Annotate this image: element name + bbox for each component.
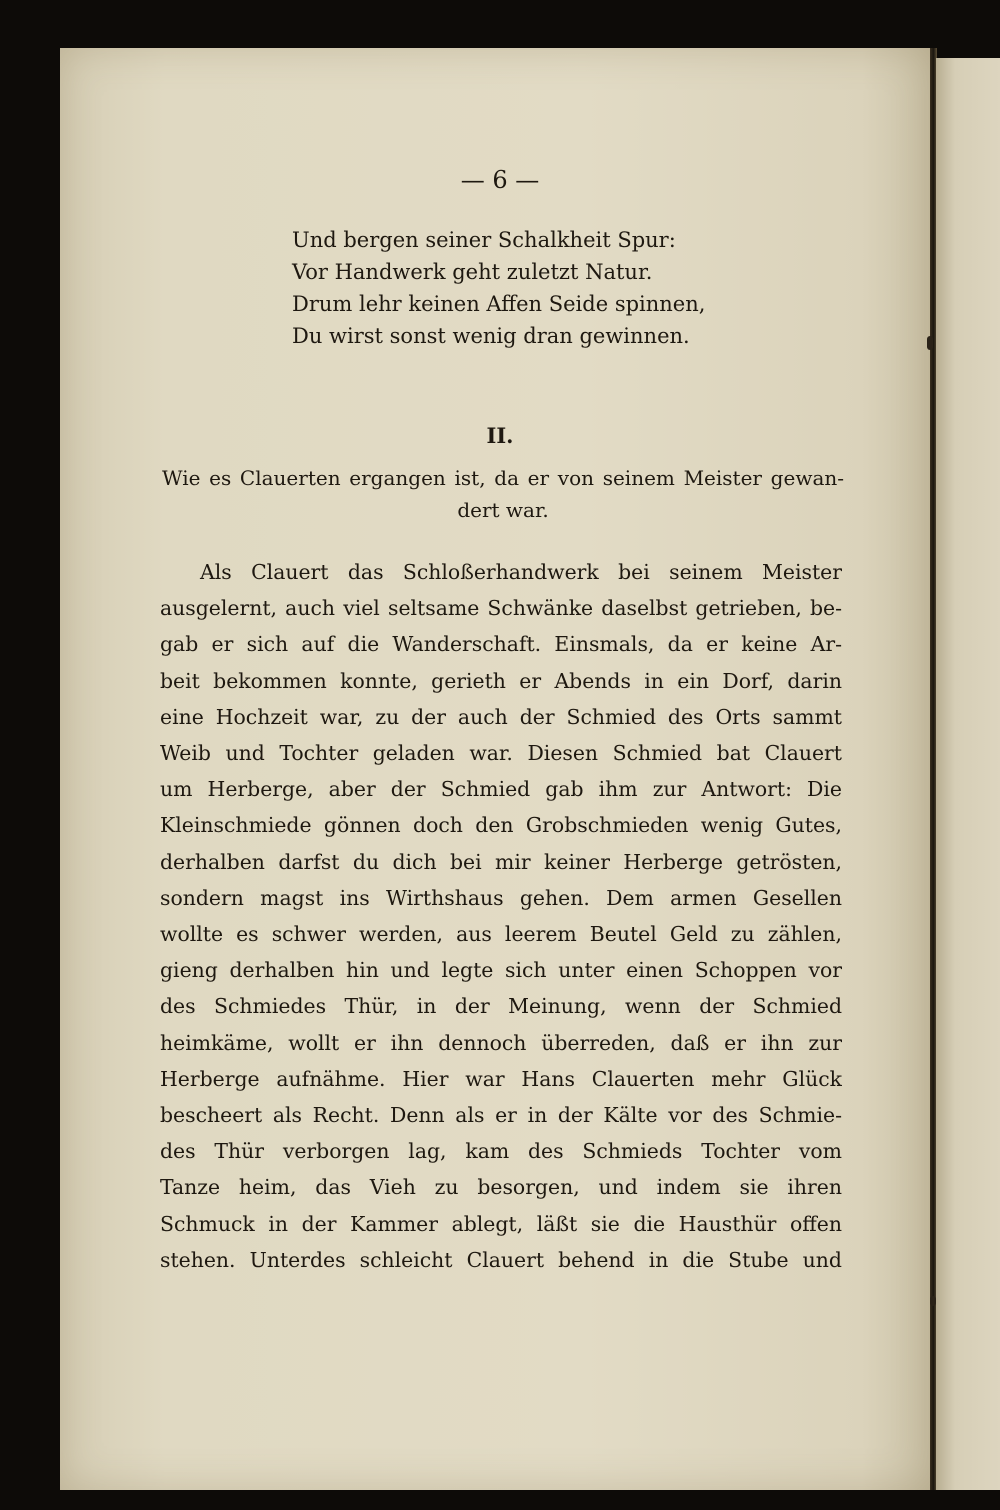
- heading-line: dert war.: [457, 498, 549, 522]
- body-line: Tanze heim, das Vieh zu besorgen, und indem sie ihren: [160, 1175, 842, 1200]
- body-line: bescheert als Recht. Denn als er in der Kälte vor des Schmie-: [160, 1103, 842, 1128]
- page-number: — 6 —: [460, 166, 540, 194]
- body-line: Als Clauert das Schloßerhandwerk bei seinem Meister: [200, 560, 842, 584]
- page-mark: [930, 1296, 936, 1306]
- section-number: II.: [486, 423, 514, 448]
- section-heading: [162, 462, 844, 526]
- poem-line: Vor Handwerk geht zuletzt Natur.: [292, 260, 653, 284]
- heading-line: Wie es Clauerten ergangen ist, da er von seinem Meister gewan-: [162, 466, 844, 490]
- body-line: um Herberge, aber der Schmied gab ihm zur Antwort: Die: [160, 777, 842, 802]
- body-paragraph: [160, 554, 842, 1278]
- body-line: Schmuck in der Kammer ablegt, läßt sie die Hausthür offen: [160, 1211, 842, 1236]
- body-line: gieng derhalben hin und legte sich unter einen Schoppen vor: [160, 958, 842, 983]
- facing-page-edge: [936, 58, 1000, 1490]
- body-line: Kleinschmiede gönnen doch den Grobschmieden wenig Gutes,: [160, 813, 842, 838]
- body-line: stehen. Unterdes schleicht Clauert behend in die Stube und: [160, 1247, 842, 1272]
- body-line: heimkäme, wollt er ihn dennoch überreden, daß er ihn zur: [160, 1030, 842, 1055]
- poem-line: Drum lehr keinen Affen Seide spinnen,: [292, 292, 706, 316]
- body-line: ausgelernt, auch viel seltsame Schwänke daselbst getrieben, be-: [160, 596, 842, 621]
- body-line: des Schmiedes Thür, in der Meinung, wenn der Schmied: [160, 994, 842, 1019]
- body-line: gab er sich auf die Wanderschaft. Einsmals, da er keine Ar-: [160, 632, 842, 657]
- page-mark: [927, 336, 933, 350]
- poem-line: Du wirst sonst wenig dran gewinnen.: [292, 324, 690, 348]
- body-line: wollte es schwer werden, aus leerem Beutel Geld zu zählen,: [160, 922, 842, 947]
- body-line: eine Hochzeit war, zu der auch der Schmied des Orts sammt: [160, 704, 842, 729]
- body-line: sondern magst ins Wirthshaus gehen. Dem armen Gesellen: [160, 885, 842, 910]
- body-line: des Thür verborgen lag, kam des Schmieds Tochter vom: [160, 1139, 842, 1164]
- body-line: Herberge aufnähme. Hier war Hans Clauerten mehr Glück: [160, 1066, 842, 1091]
- poem-stanza: [292, 224, 705, 352]
- body-line: derhalben darfst du dich bei mir keiner Herberge getrösten,: [160, 849, 842, 874]
- body-line: Weib und Tochter geladen war. Diesen Schmied bat Clauert: [160, 741, 842, 766]
- poem-line: Und bergen seiner Schalkheit Spur:: [292, 228, 676, 252]
- body-line: beit bekommen konnte, gerieth er Abends in ein Dorf, darin: [160, 668, 842, 693]
